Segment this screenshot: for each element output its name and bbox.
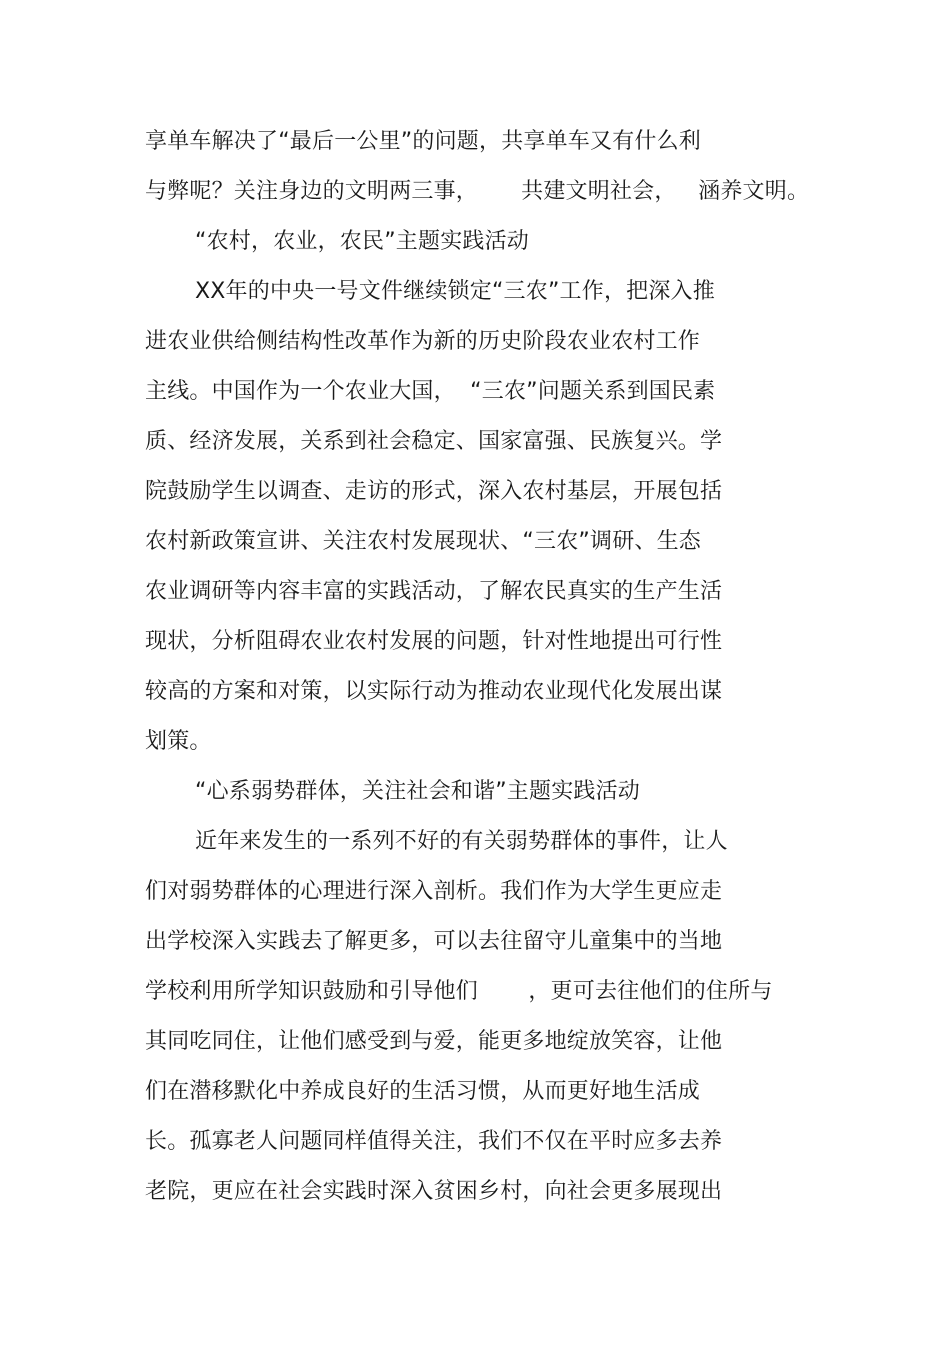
text-line: 们对弱势群体的心理进行深入剖析。我们作为大学生更应走 <box>145 879 723 904</box>
text-line: 老院，更应在社会实践时深入贫困乡村，向社会更多展现出 <box>145 1179 723 1204</box>
text-line: 农村新政策宣讲、关注农村发展现状、“三农”调研、生态 <box>145 529 701 554</box>
text-line: 划策。 <box>145 729 212 754</box>
text-line: 较高的方案和对策，以实际行动为推动农业现代化发展出谋 <box>145 679 723 704</box>
text-line: 学校利用所学知识鼓励和引导他们 ，更可去往他们的住所与 <box>145 979 773 1004</box>
section-heading: “心系弱势群体，关注社会和谐”主题实践活动 <box>195 779 640 804</box>
text-line: 进农业供给侧结构性改革作为新的历史阶段农业农村工作 <box>145 329 701 354</box>
text-line: 与弊呢？关注身边的文明两三事， 共建文明社会， 涵养文明。 <box>145 179 810 204</box>
text-line: 享单车解决了“最后一公里”的问题，共享单车又有什么利 <box>145 129 701 154</box>
text-line: 长。孤寡老人问题同样值得关注，我们不仅在平时应多去养 <box>145 1129 723 1154</box>
text-line: 院鼓励学生以调查、走访的形式，深入农村基层，开展包括 <box>145 479 723 504</box>
text-line: 质、经济发展，关系到社会稳定、国家富强、民族复兴。学 <box>145 429 723 454</box>
text-line: 主线。中国作为一个农业大国， “三农”问题关系到国民素 <box>145 379 716 404</box>
text-line: 其同吃同住，让他们感受到与爱，能更多地绽放笑容，让他 <box>145 1029 723 1054</box>
text-line: 现状，分析阻碍农业农村发展的问题，针对性地提出可行性 <box>145 629 723 654</box>
text-line: 出学校深入实践去了解更多，可以去往留守儿童集中的当地 <box>145 929 723 954</box>
paragraph-first-line: XX年的中央一号文件继续锁定“三农”工作，把深入推 <box>195 279 715 304</box>
paragraph-first-line: 近年来发生的一系列不好的有关弱势群体的事件，让人 <box>195 829 728 854</box>
section-heading: “农村，农业，农民”主题实践活动 <box>195 229 529 254</box>
text-line: 们在潜移默化中养成良好的生活习惯，从而更好地生活成 <box>145 1079 701 1104</box>
text-line: 农业调研等内容丰富的实践活动，了解农民真实的生产生活 <box>145 579 723 604</box>
